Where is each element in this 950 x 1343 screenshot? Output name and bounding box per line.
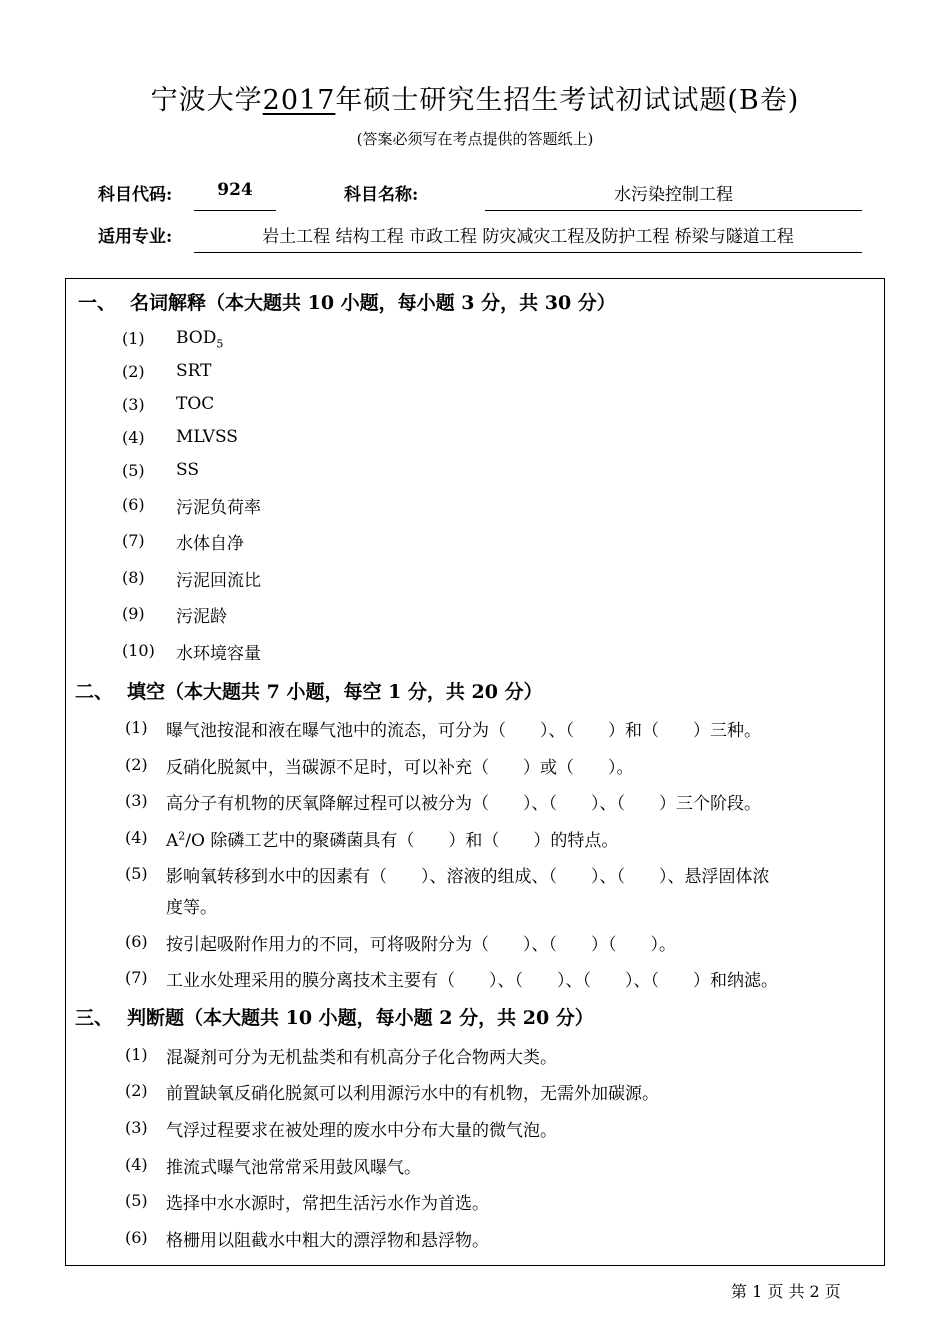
section-1-heading [78, 288, 616, 315]
s2-item-4-text: $A^2/O$ 除磷工艺中的聚磷菌具有（ ）和（ ）的特点。 [166, 829, 619, 851]
s1-item-1-num: (1) [122, 329, 145, 348]
s3-item-4-text: 推流式曝气池常常采用鼓风曝气。 [166, 1158, 421, 1178]
s1-item-1-text: $BOD_5$ [176, 328, 224, 351]
s3-item-3-text: 气浮过程要求在被处理的废水中分布大量的微气泡。 [166, 1121, 557, 1141]
title-prefix: 宁波大学 [150, 85, 263, 116]
exam-title [0, 78, 950, 117]
major-value: 岩土工程 结构工程 市政工程 防灾减灾工程及防护工程 桥梁与隧道工程 [262, 227, 794, 247]
s2-item-3-num: (3) [125, 791, 148, 810]
section-3-number: 三、 [75, 1007, 114, 1029]
s1-item-10-text: 水环境容量 [176, 644, 261, 664]
major-label: 适用专业: [98, 227, 173, 247]
section-1-title: 名词解释（本大题共 10 小题，每小题 3 分，共 30 分） [130, 292, 616, 314]
s1-item-5-text: SS [176, 460, 199, 480]
subject-code-underline [194, 210, 276, 211]
s1-item-2-num: (2) [122, 362, 145, 381]
s2-item-3-text: 高分子有机物的厌氧降解过程可以被分为（ ）、（ ）、（ ）三个阶段。 [166, 794, 761, 814]
s1-item-9-num: (9) [122, 604, 145, 623]
s1-item-4-num: (4) [122, 428, 145, 447]
s2-item-5-text-cont: 度等。 [166, 898, 217, 918]
exam-subtitle: (答案必须写在考点提供的答题纸上) [356, 130, 594, 148]
s2-item-6-text: 按引起吸附作用力的不同，可将吸附分为（ ）、（ ）（ ）。 [166, 935, 676, 955]
s1-item-6-text: 污泥负荷率 [176, 498, 261, 518]
s1-item-3-num: (3) [122, 395, 145, 414]
s2-item-4-num: (4) [125, 828, 148, 847]
subject-code-label: 科目代码: [98, 185, 173, 205]
s3-item-1-text: 混凝剂可分为无机盐类和有机高分子化合物两大类。 [166, 1048, 557, 1068]
s2-item-2-num: (2) [125, 755, 148, 774]
s2-item-6-num: (6) [125, 932, 148, 951]
s3-item-1-num: (1) [125, 1045, 148, 1064]
title-suffix: 年硕士研究生招生考试初试试题(B卷) [335, 85, 800, 116]
s3-item-6-num: (6) [125, 1228, 148, 1247]
section-2-title: 填空（本大题共 7 小题，每空 1 分，共 20 分） [127, 681, 543, 703]
s1-item-8-text: 污泥回流比 [176, 571, 261, 591]
s2-item-5-num: (5) [125, 864, 148, 883]
section-3-title: 判断题（本大题共 10 小题，每小题 2 分，共 20 分） [127, 1007, 594, 1029]
s3-item-5-text: 选择中水水源时，常把生活污水作为首选。 [166, 1194, 489, 1214]
s2-item-7-num: (7) [125, 968, 148, 987]
s2-item-1-text: 曝气池按混和液在曝气池中的流态，可分为（ ）、（ ）和（ ）三种。 [166, 721, 761, 741]
s1-item-6-num: (6) [122, 495, 145, 514]
s3-item-2-text: 前置缺氧反硝化脱氮可以利用源污水中的有机物，无需外加碳源。 [166, 1084, 659, 1104]
s3-item-3-num: (3) [125, 1118, 148, 1137]
section-3-heading [75, 1003, 594, 1030]
section-2-number: 二、 [75, 681, 114, 703]
s3-item-2-num: (2) [125, 1081, 148, 1100]
subject-name-underline [485, 210, 862, 211]
s3-item-5-num: (5) [125, 1191, 148, 1210]
s1-item-7-text: 水体自净 [176, 534, 244, 554]
page-indicator: 第 1 页 共 2 页 [731, 1282, 841, 1301]
s3-item-6-text: 格栅用以阻截水中粗大的漂浮物和悬浮物。 [166, 1231, 489, 1251]
section-2-heading [75, 677, 543, 704]
subject-name-label: 科目名称: [344, 185, 419, 205]
s2-item-1-num: (1) [125, 718, 148, 737]
s2-item-2-text: 反硝化脱氮中，当碳源不足时，可以补充（ ）或（ ）。 [166, 758, 634, 778]
s1-item-5-num: (5) [122, 461, 145, 480]
s1-item-7-num: (7) [122, 531, 145, 550]
subject-name-value: 水污染控制工程 [614, 185, 733, 205]
s3-item-4-num: (4) [125, 1155, 148, 1174]
s2-item-5-text: 影响氧转移到水中的因素有（ ）、溶液的组成、（ ）、（ ）、悬浮固体浓 [166, 867, 770, 887]
s1-item-3-text: TOC [176, 394, 215, 414]
major-underline [194, 252, 862, 253]
s1-item-4-text: MLVSS [176, 427, 238, 447]
s2-item-7-text: 工业水处理采用的膜分离技术主要有（ ）、（ ）、（ ）、（ ）和纳滤。 [166, 971, 778, 991]
s1-item-10-num: (10) [122, 641, 155, 660]
s1-item-8-num: (8) [122, 568, 145, 587]
s1-item-2-text: SRT [176, 361, 212, 381]
subject-code-value: 924 [217, 180, 253, 200]
title-year: 2017 [262, 85, 336, 116]
s1-item-9-text: 污泥龄 [176, 607, 227, 627]
section-1-number: 一、 [78, 292, 117, 314]
